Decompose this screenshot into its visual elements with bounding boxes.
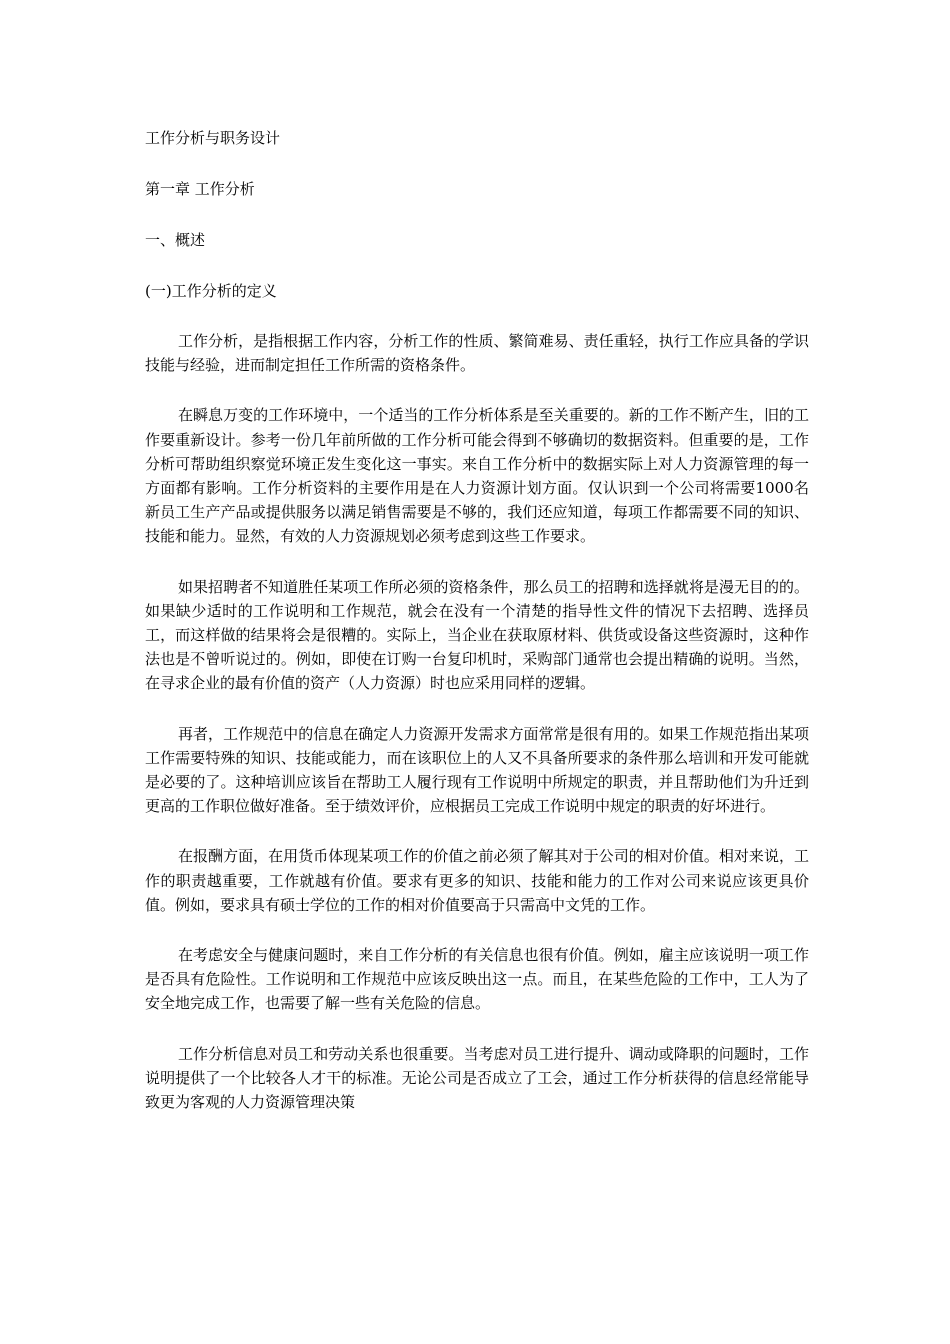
paragraph-labor-relations: 工作分析信息对员工和劳动关系也很重要。当考虑对员工进行提升、调动或降职的问题时，工作说明提供了一个比较各人才干的标准。无论公司是否成立了工会，通过工作分析获得的信息经常能导致更为客观的人力资源管理决策: [145, 1044, 809, 1112]
paragraph-recruitment: 如果招聘者不知道胜任某项工作所必须的资格条件，那么员工的招聘和选择就将是漫无目的的。如果缺少适时的工作说明和工作规范，就会在没有一个清楚的指导性文件的情况下去招聘、选择员工，而这样做的结果将会是很糟的。实际上，当企业在获取原材料、供货或设备这些资源时，这种作法也是不曾听说过的。例如，即使在订购一台复印机时，采购部门通常也会提出精确的说明。当然，在寻求企业的最有价值的资产（人力资源）时也应采用同样的逻辑。: [145, 577, 809, 693]
subsection-heading: (一)工作分析的定义: [145, 282, 277, 300]
paragraph-development: 再者，工作规范中的信息在确定人力资源开发需求方面常常是很有用的。如果工作规范指出某项工作需要特殊的知识、技能或能力，而在该职位上的人又不具备所要求的条件那么培训和开发可能就是必要的了。这种培训应该旨在帮助工人履行现有工作说明中所规定的职责，并且帮助他们为升迁到更高的工作职位做好准备。至于绩效评价，应根据员工完成工作说明中规定的职责的好坏进行。: [145, 724, 809, 816]
chapter-heading: 第一章 工作分析: [145, 180, 255, 198]
paragraph-compensation: 在报酬方面，在用货币体现某项工作的价值之前必须了解其对于公司的相对价值。相对来说，工作的职责越重要，工作就越有价值。要求有更多的知识、技能和能力的工作对公司来说应该更具价值。例如，要求具有硕士学位的工作的相对价值要高于只需高中文凭的工作。: [145, 847, 809, 914]
document-title: 工作分析与职务设计: [145, 129, 281, 147]
section-heading: 一、概述: [145, 231, 206, 249]
document-page: [145, 126, 809, 1140]
paragraph-safety: 在考虑安全与健康问题时，来自工作分析的有关信息也很有价值。例如，雇主应该说明一项工作是否具有危险性。工作说明和工作规范中应该反映出这一点。而且，在某些危险的工作中，工人为了安全地完成工作，也需要了解一些有关危险的信息。: [145, 946, 809, 1013]
paragraph-environment: 在瞬息万变的工作环境中，一个适当的工作分析体系是至关重要的。新的工作不断产生，旧的工作要重新设计。参考一份几年前所做的工作分析可能会得到不够确切的数据资料。但重要的是，工作分析可帮助组织察觉环境正发生变化这一事实。来自工作分析中的数据实际上对人力资源管理的每一方面都有影响。工作分析资料的主要作用是在人力资源计划方面。仅认识到一个公司将需要1000名新员工生产产品或提供服务以满足销售需要是不够的，我们还应知道，每项工作都需要不同的知识、技能和能力。显然，有效的人力资源规划必须考虑到这些工作要求。: [145, 406, 809, 546]
paragraph-definition: 工作分析，是指根据工作内容，分析工作的性质、繁简难易、责任重轻，执行工作应具备的学识技能与经验，进而制定担任工作所需的资格条件。: [145, 332, 809, 375]
